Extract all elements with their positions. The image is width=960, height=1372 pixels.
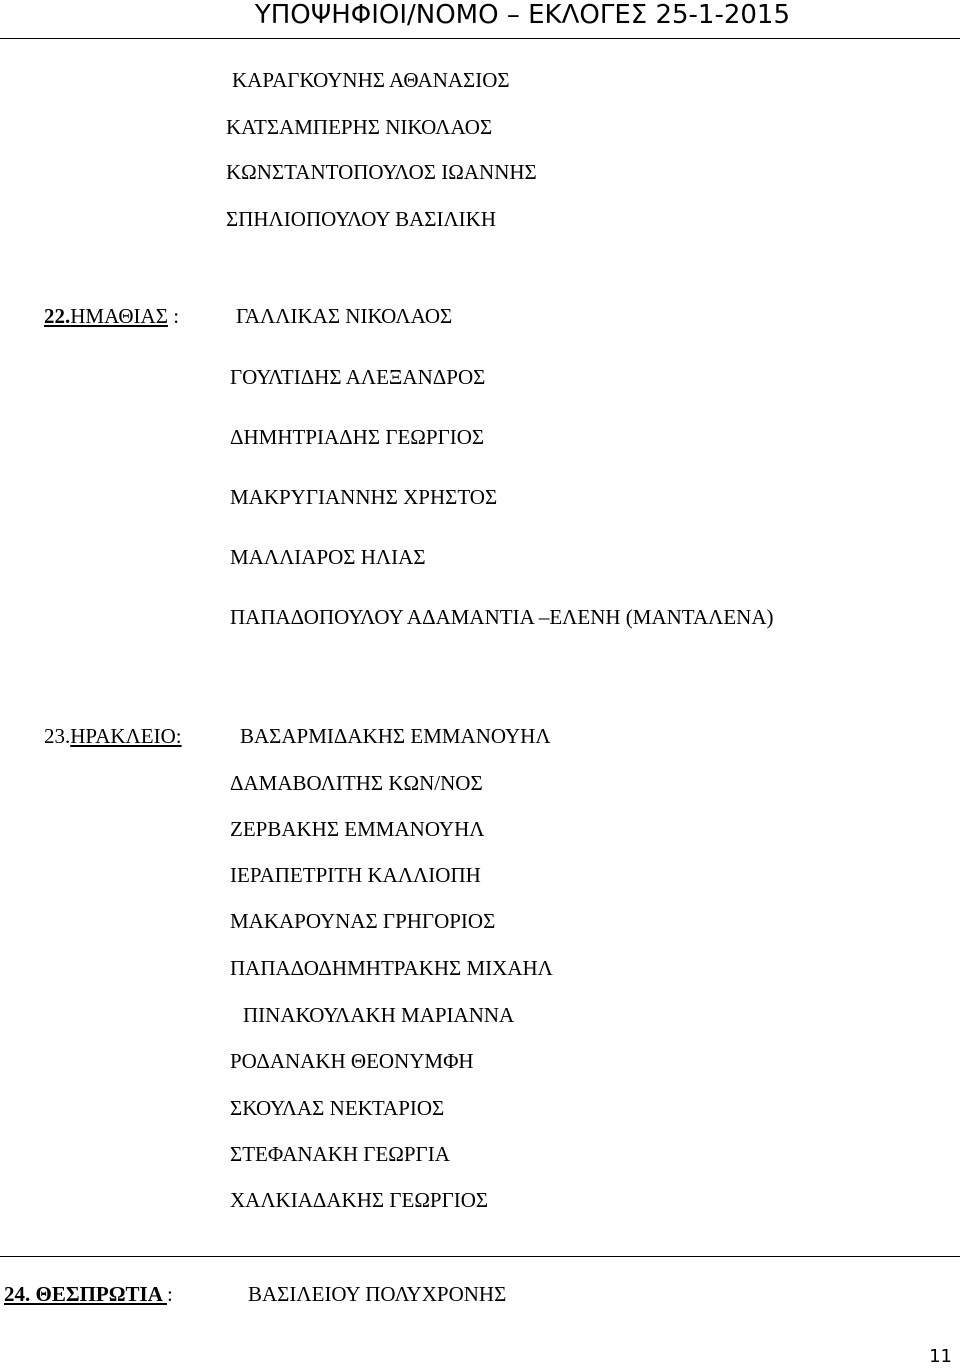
section-number: 23. (44, 724, 71, 748)
candidate-name: ΔΗΜΗΤΡΙΑΔΗΣ ΓΕΩΡΓΙΟΣ (230, 425, 485, 449)
candidate-name: ΚΑΤΣΑΜΠΕΡΗΣ ΝΙΚΟΛΑΟΣ (226, 115, 493, 139)
section-name: ΘΕΣΠΡΩΤΙΑ (35, 1282, 167, 1306)
section-separator: : (167, 304, 180, 328)
candidate-name: ΣΚΟΥΛΑΣ ΝΕΚΤΑΡΙΟΣ (230, 1096, 445, 1120)
candidate-name: ΚΩΝΣΤΑΝΤΟΠΟΥΛΟΣ ΙΩΑΝΝΗΣ (226, 160, 537, 184)
section-label-imathias (44, 304, 179, 328)
candidate-name: ΠΙΝΑΚΟΥΛΑΚΗ ΜΑΡΙΑΝΝΑ (243, 1003, 515, 1027)
candidate-name: ΜΑΛΛΙΑΡΟΣ ΗΛΙΑΣ (230, 545, 426, 569)
candidate-name: ΖΕΡΒΑΚΗΣ ΕΜΜΑΝΟΥΗΛ (230, 817, 485, 841)
candidate-name: ΜΑΚΡΥΓΙΑΝΝΗΣ ΧΡΗΣΤΟΣ (230, 485, 498, 509)
page-header-title: ΥΠΟΨΗΦΙΟΙ/ΝΟΜΟ – ΕΚΛΟΓΕΣ 25-1-2015 (254, 0, 790, 30)
candidate-name: ΔΑΜΑΒΟΛΙΤΗΣ ΚΩΝ/ΝΟΣ (230, 771, 483, 795)
section-number: 22. (44, 304, 71, 328)
candidate-name: ΒΑΣΙΛΕΙΟΥ ΠΟΛΥΧΡΟΝΗΣ (248, 1282, 507, 1306)
header-rule (0, 38, 960, 39)
section-separator: : (167, 1282, 173, 1306)
section-label-irakleio (44, 724, 182, 748)
candidate-name: ΙΕΡΑΠΕΤΡΙΤΗ ΚΑΛΛΙΟΠΗ (230, 863, 481, 887)
candidate-name: ΓΑΛΛΙΚΑΣ ΝΙΚΟΛΑΟΣ (236, 304, 453, 328)
candidate-name: ΜΑΚΑΡΟΥΝΑΣ ΓΡΗΓΟΡΙΟΣ (230, 909, 496, 933)
candidate-name: ΣΤΕΦΑΝΑΚΗ ΓΕΩΡΓΙΑ (230, 1142, 450, 1166)
candidate-name: ΒΑΣΑΡΜΙΔΑΚΗΣ ΕΜΜΑΝΟΥΗΛ (240, 724, 551, 748)
section-name: ΗΡΑΚΛΕΙΟ: (70, 724, 182, 748)
candidate-name: ΠΑΠΑΔΟΔΗΜΗΤΡΑΚΗΣ ΜΙΧΑΗΛ (230, 956, 553, 980)
candidate-name: ΡΟΔΑΝΑΚΗ ΘΕΟΝΥΜΦΗ (230, 1049, 474, 1073)
candidate-name: ΠΑΠΑΔΟΠΟΥΛΟΥ ΑΔΑΜΑΝΤΙΑ –ΕΛΕΝΗ (ΜΑΝΤΑΛΕΝΑ) (230, 605, 774, 629)
page-number: 11 (929, 1346, 952, 1367)
candidate-name: ΚΑΡΑΓΚΟΥΝΗΣ ΑΘΑΝΑΣΙΟΣ (232, 68, 510, 92)
section-name: ΗΜΑΘΙΑΣ (70, 304, 168, 328)
candidate-name: ΓΟΥΛΤΙΔΗΣ ΑΛΕΞΑΝΔΡΟΣ (230, 365, 486, 389)
candidate-name: ΧΑΛΚΙΑΔΑΚΗΣ ΓΕΩΡΓΙΟΣ (230, 1188, 489, 1212)
section-number: 24. (4, 1282, 36, 1306)
candidate-name: ΣΠΗΛΙΟΠΟΥΛΟΥ ΒΑΣΙΛΙΚΗ (226, 207, 497, 231)
section-divider (0, 1256, 960, 1257)
section-label-thesprotia (4, 1282, 173, 1306)
